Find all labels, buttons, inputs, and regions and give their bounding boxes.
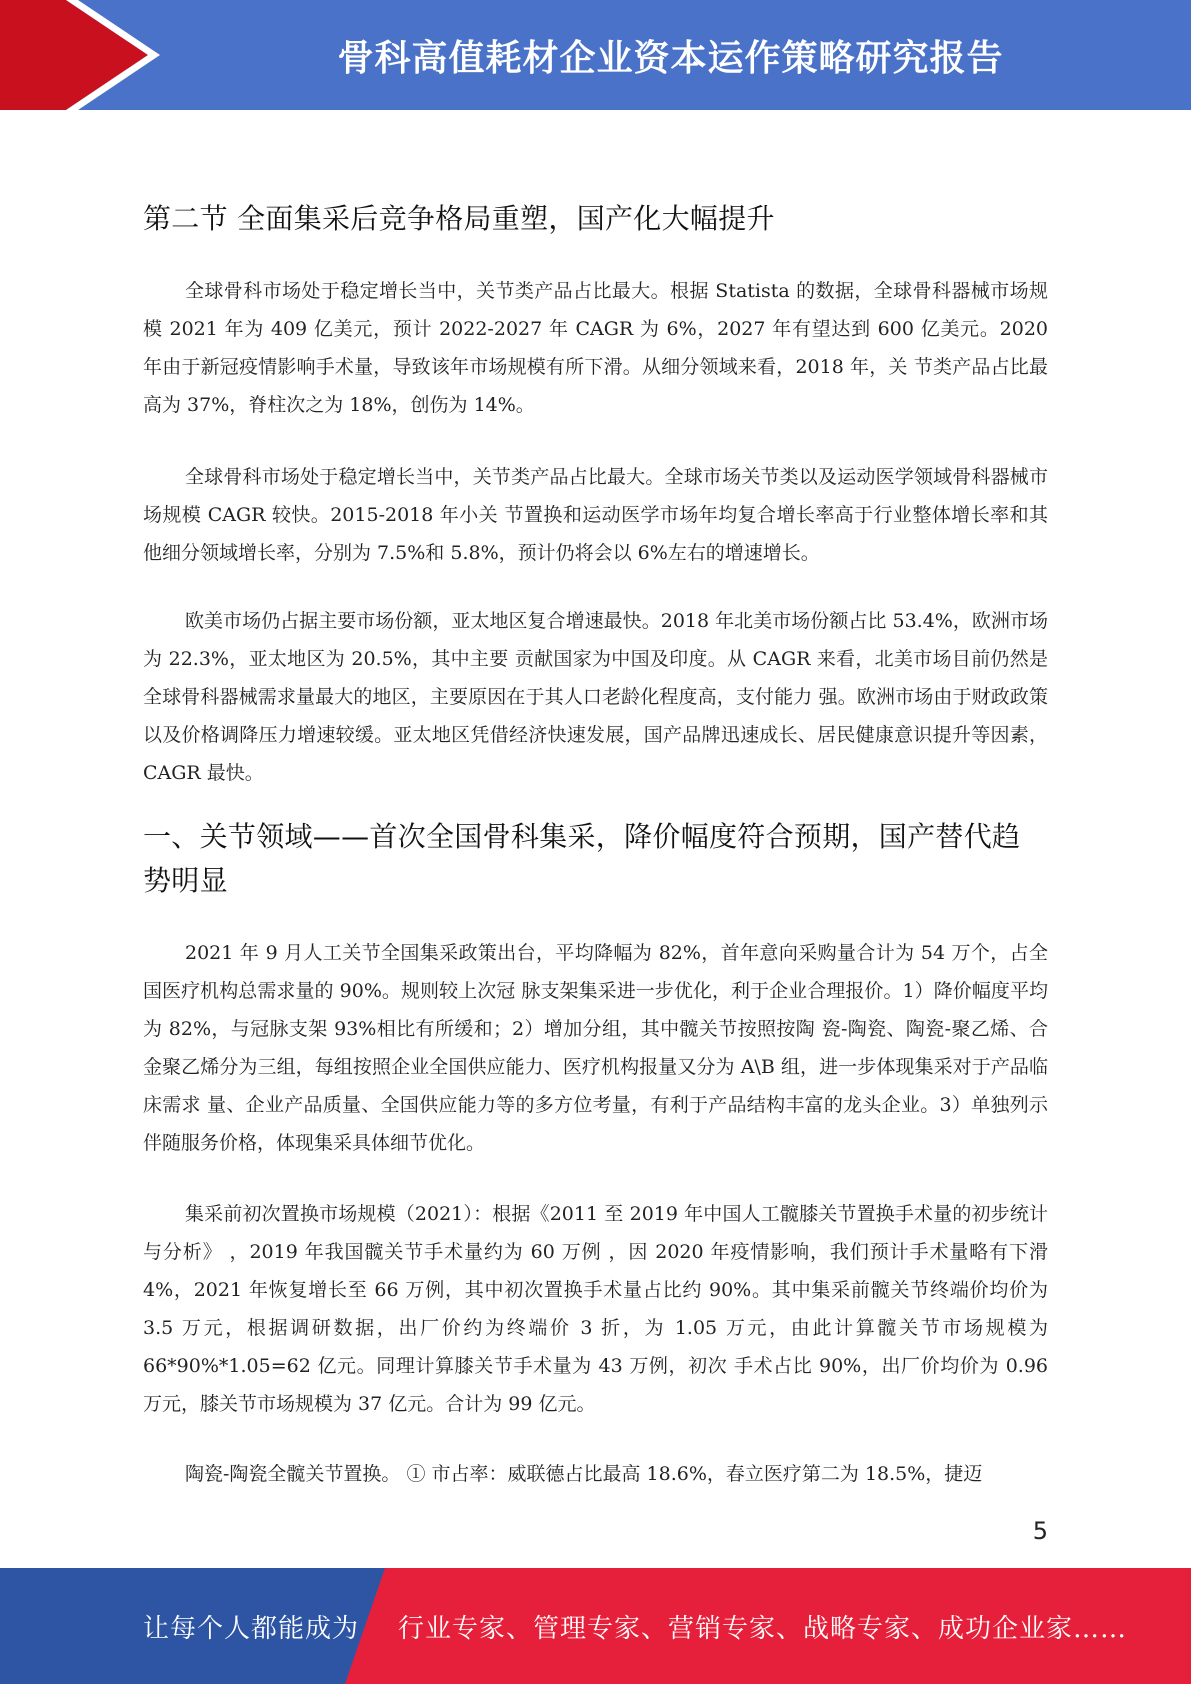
subsection-title: 一、关节领域——首次全国骨科集采，降价幅度符合预期，国产替代趋势明显 [143, 820, 1021, 897]
page-number: 5 [1032, 1517, 1048, 1545]
paragraph: 2021 年 9 月人工关节全国集采政策出台，平均降幅为 82%，首年意向采购量合计为 54 万个，占全国医疗机构总需求量的 90%。规则较上次冠 脉支架集采进一步优化，利于企业合理报价。1）降价幅度平均为 82%，与冠脉支架 93%相比有所缓和；2）增加分组，其中髋关节按照按陶 瓷-陶瓷、陶瓷-聚乙烯、合金聚乙烯分为三组，每组按照企业全国供应能力、医疗机构报量又分为 A\B 组，进一步体现集采对于产品临床需求 量、企业产品质量、全国供应能力等的多方位考量，有利于产品结构丰富的龙头企业。3）单独列示伴随服务价格，体现集采具体细节优化。 [143, 942, 1048, 1154]
paragraph: 全球骨科市场处于稳定增长当中，关节类产品占比最大。根据 Statista 的数据，全球骨科器械市场规模 2021 年为 409 亿美元，预计 2022-2027 年 CAGR 为 6%，2027 年有望达到 600 亿美元。2020 年由于新冠疫情影响手术量，导致该年市场规模有所下滑。从细分领域来看，2018 年，关 节类产品占比最高为 37%，脊柱次之为 18%，创伤为 14%。 [143, 280, 1048, 416]
header-red-arrow [0, 0, 150, 110]
paragraph: 陶瓷-陶瓷全髋关节置换。 ① 市占率：威联德占比最高 18.6%，春立医疗第二为 18.5%，捷迈 [185, 1463, 983, 1485]
footer-slogan-left: 让每个人都能成为 [143, 1613, 360, 1644]
paragraph: 全球骨科市场处于稳定增长当中，关节类产品占比最大。全球市场关节类以及运动医学领域骨科器械市场规模 CAGR 较快。2015-2018 年小关 节置换和运动医学市场年均复合增长率高于行业整体增长率和其他细分领域增长率，分别为 7.5%和 5.8%，预计仍将会以 6%左右的增速增长。 [143, 466, 1048, 564]
section-title: 第二节 全面集采后竞争格局重塑，国产化大幅提升 [143, 202, 775, 235]
page-header [0, 0, 1191, 110]
paragraph: 欧美市场仍占据主要市场份额，亚太地区复合增速最快。2018 年北美市场份额占比 53.4%，欧洲市场为 22.3%，亚太地区为 20.5%，其中主要 贡献国家为中国及印度。从 CAGR 来看，北美市场目前仍然是全球骨科器械需求量最大的地区，主要原因在于其人口老龄化程度高，支付能力 强。欧洲市场由于财政政策以及价格调降压力增速较缓。亚太地区凭借经济快速发展，国产品牌迅速成长、居民健康意识提升等因素，CAGR 最快。 [143, 610, 1048, 784]
paragraph: 集采前初次置换市场规模（2021）：根据《2011 至 2019 年中国人工髋膝关节置换手术量的初步统计与分析》 ，2019 年我国髋关节手术量约为 60 万例 ，因 2020 年疫情影响，我们预计手术量略有下滑 4%，2021 年恢复增长至 66 万例，其中初次置换手术量占比约 90%。其中集采前髋关节终端价均价为 3.5 万元，根据调研数据，出厂价约为终端价 3 折，为 1.05 万元，由此计算髋关节市场规模为 66*90%*1.05=62 亿元。同理计算膝关节手术量为 43 万例，初次 手术占比 90%，出厂价均价为 0.96 万元，膝关节市场规模为 37 亿元。合计为 99 亿元。 [143, 1203, 1048, 1415]
footer-slogan-right: 行业专家、管理专家、营销专家、战略专家、成功企业家…… [398, 1613, 1128, 1644]
page-footer [0, 1568, 1191, 1684]
report-title: 骨科高值耗材企业资本运作策略研究报告 [337, 37, 1004, 79]
